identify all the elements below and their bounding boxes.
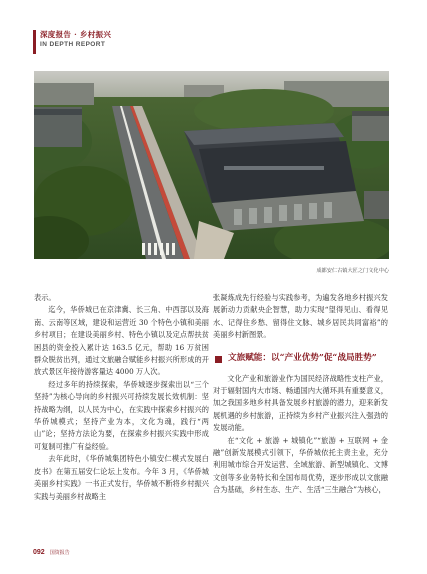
section-title-en: IN DEPTH REPORT	[40, 41, 106, 48]
paragraph: 文化产业和旅游业作为国民经济战略性支柱产业，对于辐射国内大市场、畅通国内大循环具有重要意义，加之我国多地乡村具备发展乡村旅游的潜力，迎来新发展机遇的乡村旅游，正持续为乡村产业振兴注入强劲的发展动能。	[213, 373, 388, 433]
photo-caption: 成都安仁古镇大匠之门文化中心	[316, 268, 389, 274]
section-title-cn: 深度报告 · 乡村振兴	[40, 30, 112, 39]
paragraph: 经过多年的持续探索，华侨城逐步探索出以“三个坚持”为核心导向的乡村振兴可持续发展长效机制：坚持战略为纲，以人民为中心，在实践中探索乡村振兴的华侨城模式；坚持产业为本，文化为魂，践行“两山”论；坚持方法论为要，在探索乡村振兴实践中形成可复制可推广有益经验。	[34, 379, 209, 451]
right-column	[213, 292, 388, 497]
heading-square-icon	[215, 356, 222, 363]
page-number: 092	[33, 549, 45, 556]
paragraph: 张凝炼成先行经验与实践参考，为遍发各地乡村振兴发展新动力贡献央企智慧，助力实现“望得见山、看得见水、记得住乡愁、留得住文脉、城乡居民共同富裕”的美丽乡村新图景。	[213, 293, 388, 340]
left-column	[34, 292, 209, 503]
paragraph: 迄今，华侨城已在京津冀、长三角、中西部以及海南、云南等区域，建设和运营近 30 个特色小镇和美丽乡村项目；在建设美丽乡村、特色小镇以及定点帮扶贫困县的资金投入累计达 163.5 亿元，帮助 16 万贫困群众脱贫出列，通过文旅融合赋能乡村振兴所形成的开放式景区年接待游客量达 4000 万人次。	[34, 305, 209, 377]
page-footer	[33, 549, 70, 556]
paragraph: 表示。	[34, 293, 56, 302]
section-heading-text: 文旅赋能：以“产业优势”促“战局胜势”	[228, 352, 377, 363]
section-heading	[213, 352, 388, 365]
paragraph: 在“文化 + 旅游 + 城镇化”“旅游 + 互联网 + 金融”创新发展模式引领下，华侨城依托主责主业，充分利用城市综合开发运营、全域旅游、新型城镇化、文博文创等多业务特长和全国布局优势，逐步形成以文旅融合为基础，乡村生态、生产、生活“三生融合”为核心，	[213, 435, 388, 495]
section-header	[33, 28, 153, 60]
paragraph: 去年此时，《华侨城集团特色小镇安仁模式发展白皮书》在第五届安仁论坛上发布。今年 3 月，《华侨城美丽乡村实践》一书正式发行，华侨城不断将乡村振兴实践与美丽乡村战略主	[34, 454, 209, 501]
aerial-photo	[34, 71, 389, 259]
magazine-name: 国资报告	[49, 550, 70, 556]
header-accent-bar	[33, 30, 36, 54]
